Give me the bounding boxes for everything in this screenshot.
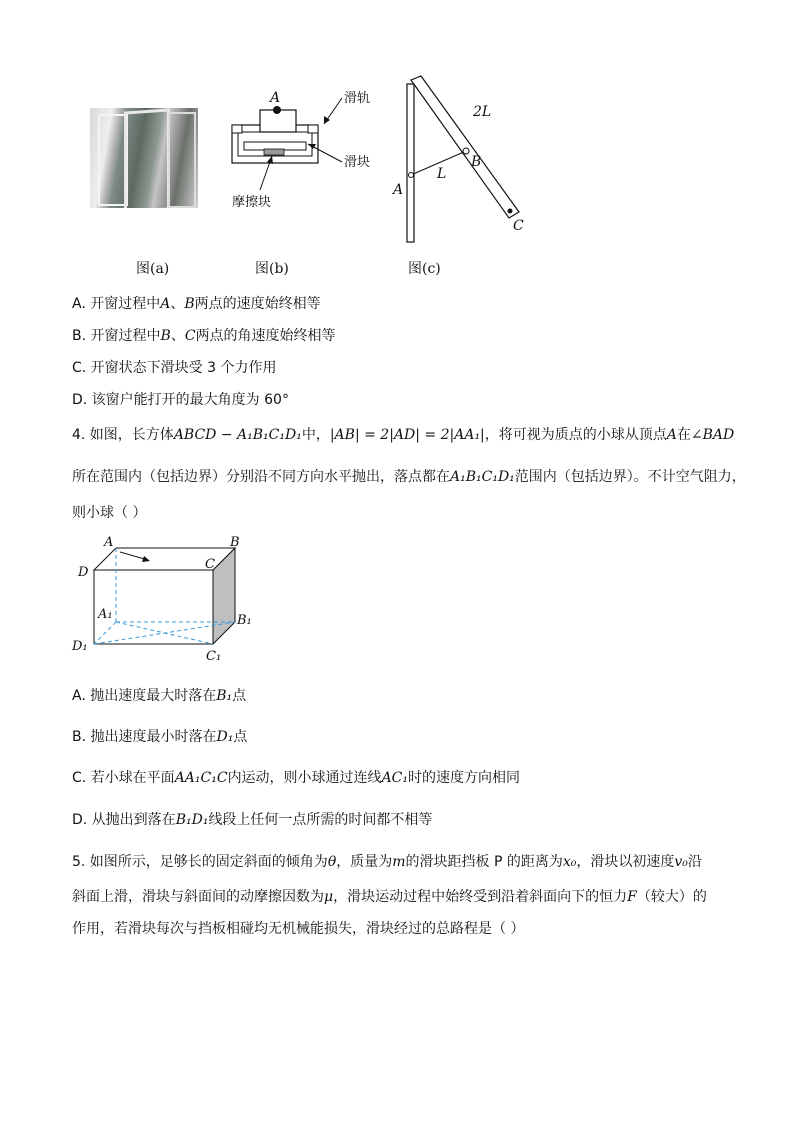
- cuboid-label-a: A: [104, 535, 114, 550]
- figure-b-caption: 图(b): [255, 261, 289, 277]
- figure-b-slider-diagram: [220, 80, 390, 220]
- fig-c-label-l: L: [437, 166, 447, 182]
- cuboid-label-d: D: [78, 565, 89, 580]
- q4-option-b: B. 抛出速度最小时落在D₁点: [72, 729, 248, 745]
- q5-stem-line3: 作用，若滑块每次与挡板相碰均无机械能损失，滑块经过的总路程是（ ）: [72, 921, 525, 937]
- q4-stem-line1: 4. 如图，长方体ABCD − A₁B₁C₁D₁中，|AB| = 2|AD| = 2|AA₁|，将可视为质点的小球从顶点A在∠BAD: [72, 427, 735, 443]
- fig-b-label-slider: 滑块: [344, 155, 371, 170]
- cuboid-label-a1: A₁: [98, 607, 113, 622]
- q4-stem-line3: 则小球（ ）: [72, 505, 147, 521]
- fig-b-label-friction: 摩擦块: [232, 195, 272, 210]
- cuboid-label-b: B: [230, 535, 240, 550]
- q5-stem-line2: 斜面上滑，滑块与斜面间的动摩擦因数为μ，滑块运动过程中始终受到沿着斜面向下的恒力F（较大）的: [72, 889, 707, 905]
- q4-stem-line2: 所在范围内（包括边界）分别沿不同方向水平抛出，落点都在A₁B₁C₁D₁范围内（包括边界）。不计空气阻力，: [72, 469, 746, 485]
- q3-option-b: B. 开窗过程中B、C两点的角速度始终相等: [72, 328, 336, 344]
- fig-c-label-a: A: [393, 182, 404, 198]
- cuboid-label-c: C: [205, 557, 215, 572]
- fig-c-label-b: B: [471, 154, 482, 170]
- fig-c-label-c: C: [513, 218, 524, 234]
- q3-option-a: A. 开窗过程中A、B两点的速度始终相等: [72, 296, 321, 312]
- q3-option-c: C. 开窗状态下滑块受 3 个力作用: [72, 360, 277, 376]
- cuboid-label-b1: B₁: [237, 613, 252, 628]
- figure-c-caption: 图(c): [408, 261, 441, 277]
- q4-option-a: A. 抛出速度最大时落在B₁点: [72, 688, 247, 704]
- fig-b-label-a: A: [270, 90, 281, 106]
- cuboid-label-d1: D₁: [72, 639, 88, 654]
- cuboid-label-c1: C₁: [206, 649, 222, 664]
- q3-option-d: D. 该窗户能打开的最大角度为 60°: [72, 392, 289, 408]
- q4-option-d: D. 从抛出到落在B₁D₁线段上任何一点所需的时间都不相等: [72, 812, 433, 828]
- q4-option-c: C. 若小球在平面AA₁C₁C内运动，则小球通过连线AC₁时的速度方向相同: [72, 770, 520, 786]
- q4-cuboid-diagram: [70, 532, 260, 667]
- fig-c-label-2l: 2L: [473, 104, 492, 120]
- fig-b-label-rail: 滑轨: [344, 91, 371, 106]
- window-photo: [90, 108, 198, 208]
- figure-a-caption: 图(a): [136, 261, 170, 277]
- q5-stem-line1: 5. 如图所示，足够长的固定斜面的倾角为θ，质量为m的滑块距挡板 P 的距离为x₀，滑块以初速度v₀沿: [72, 854, 702, 870]
- figure-c-geometry-diagram: [385, 72, 545, 252]
